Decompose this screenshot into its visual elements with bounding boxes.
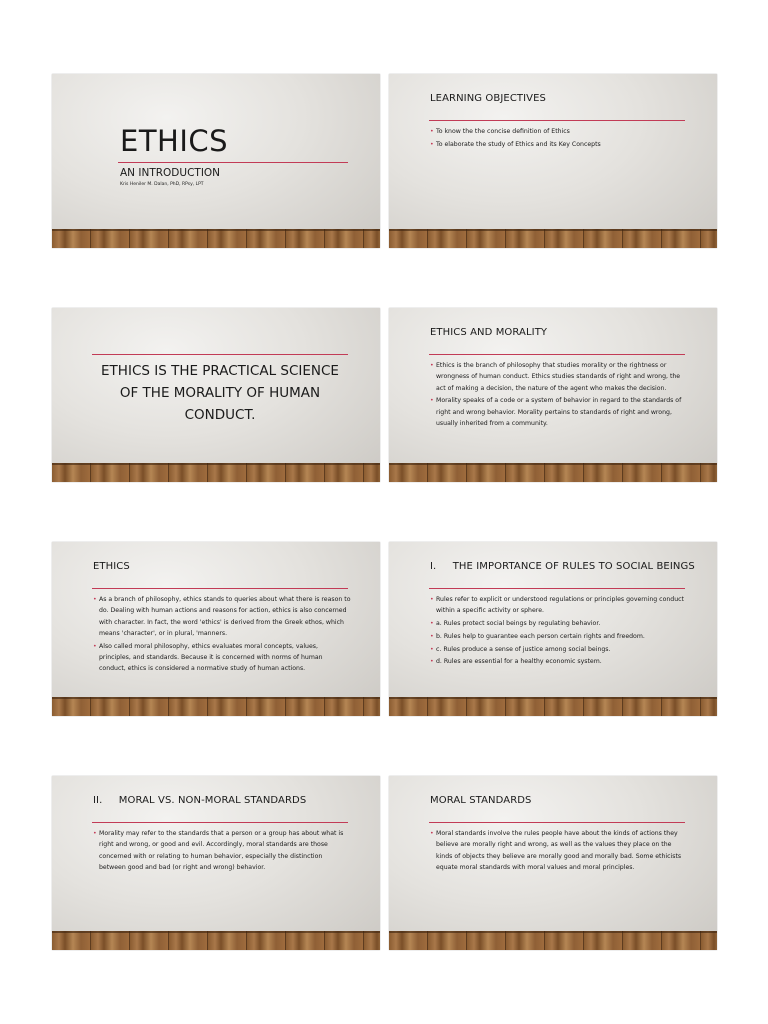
wood-floor [52, 229, 380, 248]
list-item: • Moral standards involve the rules people have about the kinds of actions they believe are morally right and wrong, as well as the values they place on the kinds of objects they believe are morally good and morally bad. Some ethicists equate moral standards with moral values and moral principles. [430, 828, 688, 873]
wood-floor [52, 697, 380, 716]
bullet-list [430, 360, 688, 431]
list-item: • Rules refer to explicit or understood regulations or principles governing conduct within a specific activity or sphere. [430, 594, 688, 617]
wood-floor [52, 463, 380, 482]
list-item: • Ethics is the branch of philosophy that studies morality or the rightness or wrongness of human conduct. Ethics studies standards of right and wrong, the act of making a decision, the nature of the agent who makes the decision. [430, 360, 688, 394]
slide-title: I. THE IMPORTANCE OF RULES TO SOCIAL BEINGS [430, 561, 695, 572]
bullet-list [93, 594, 351, 676]
slide-4-ethics-and-morality [389, 308, 717, 482]
list-item: • As a branch of philosophy, ethics stands to queries about what there is reason to do. Dealing with human actions and reasons for action, ethics is also concerned with character. In fact, the word 'ethics' is derived from the Greek ethos, which means 'character', or in plural, 'manners. [93, 594, 351, 639]
list-item: • To know the the concise definition of Ethics [430, 126, 688, 137]
list-item: • Morality may refer to the standards that a person or a group has about what is right and wrong, or good and evil. Accordingly, moral standards are those concerned with or relating to human behavior, especially the distinction between good and bad (or right and wrong) behavior. [93, 828, 351, 873]
slide-1-title [52, 74, 380, 248]
title-divider [429, 588, 685, 589]
list-item: • c. Rules produce a sense of justice among social beings. [430, 644, 688, 655]
title-divider [429, 354, 685, 355]
slide-8-moral-standards [389, 776, 717, 950]
slide-title: LEARNING OBJECTIVES [430, 93, 546, 104]
slide-2-learning-objectives [389, 74, 717, 248]
slide-title: ETHICS AND MORALITY [430, 327, 548, 338]
bullet-list [93, 828, 351, 875]
presentation-author: Kris Heniler M. Dalan, PhD, RPsy, LPT [120, 182, 204, 187]
wood-floor [389, 229, 717, 248]
list-item: • To elaborate the study of Ethics and its Key Concepts [430, 139, 688, 150]
slide-5-ethics [52, 542, 380, 716]
list-item: • Morality speaks of a code or a system of behavior in regard to the standards of right and wrong behavior. Morality pertains to standards of right and wrong, usually inherited from a community. [430, 395, 688, 429]
wood-floor [52, 931, 380, 950]
wood-floor [389, 931, 717, 950]
title-divider [429, 822, 685, 823]
list-item: • a. Rules protect social beings by regulating behavior. [430, 618, 688, 629]
title-divider [92, 588, 348, 589]
title-divider [118, 162, 348, 163]
slide-title: MORAL STANDARDS [430, 795, 532, 806]
slide-7-moral-vs-non-moral [52, 776, 380, 950]
wood-floor [389, 697, 717, 716]
title-divider [92, 822, 348, 823]
list-item: • b. Rules help to guarantee each person certain rights and freedom. [430, 631, 688, 642]
slide-3-definition [52, 308, 380, 482]
title-divider [429, 120, 685, 121]
list-item: • Also called moral philosophy, ethics evaluates moral concepts, values, principles, and standards. Because it is concerned with norms of human conduct, ethics is considered a normative study of human actions. [93, 641, 351, 675]
presentation-subtitle: AN INTRODUCTION [120, 167, 221, 179]
bullet-list [430, 594, 688, 669]
bullet-list [430, 126, 688, 152]
list-item: • d. Rules are essential for a healthy economic system. [430, 656, 688, 667]
slide-title: II. MORAL VS. NON-MORAL STANDARDS [93, 795, 307, 806]
wood-floor [389, 463, 717, 482]
presentation-title: ETHICS [120, 124, 229, 158]
definition-text: ETHICS IS THE PRACTICAL SCIENCE OF THE MORALITY OF HUMAN CONDUCT. [101, 363, 339, 423]
bullet-list [430, 828, 688, 875]
slide-title: ETHICS [93, 561, 130, 572]
slide-6-importance-of-rules [389, 542, 717, 716]
title-divider [92, 354, 348, 355]
